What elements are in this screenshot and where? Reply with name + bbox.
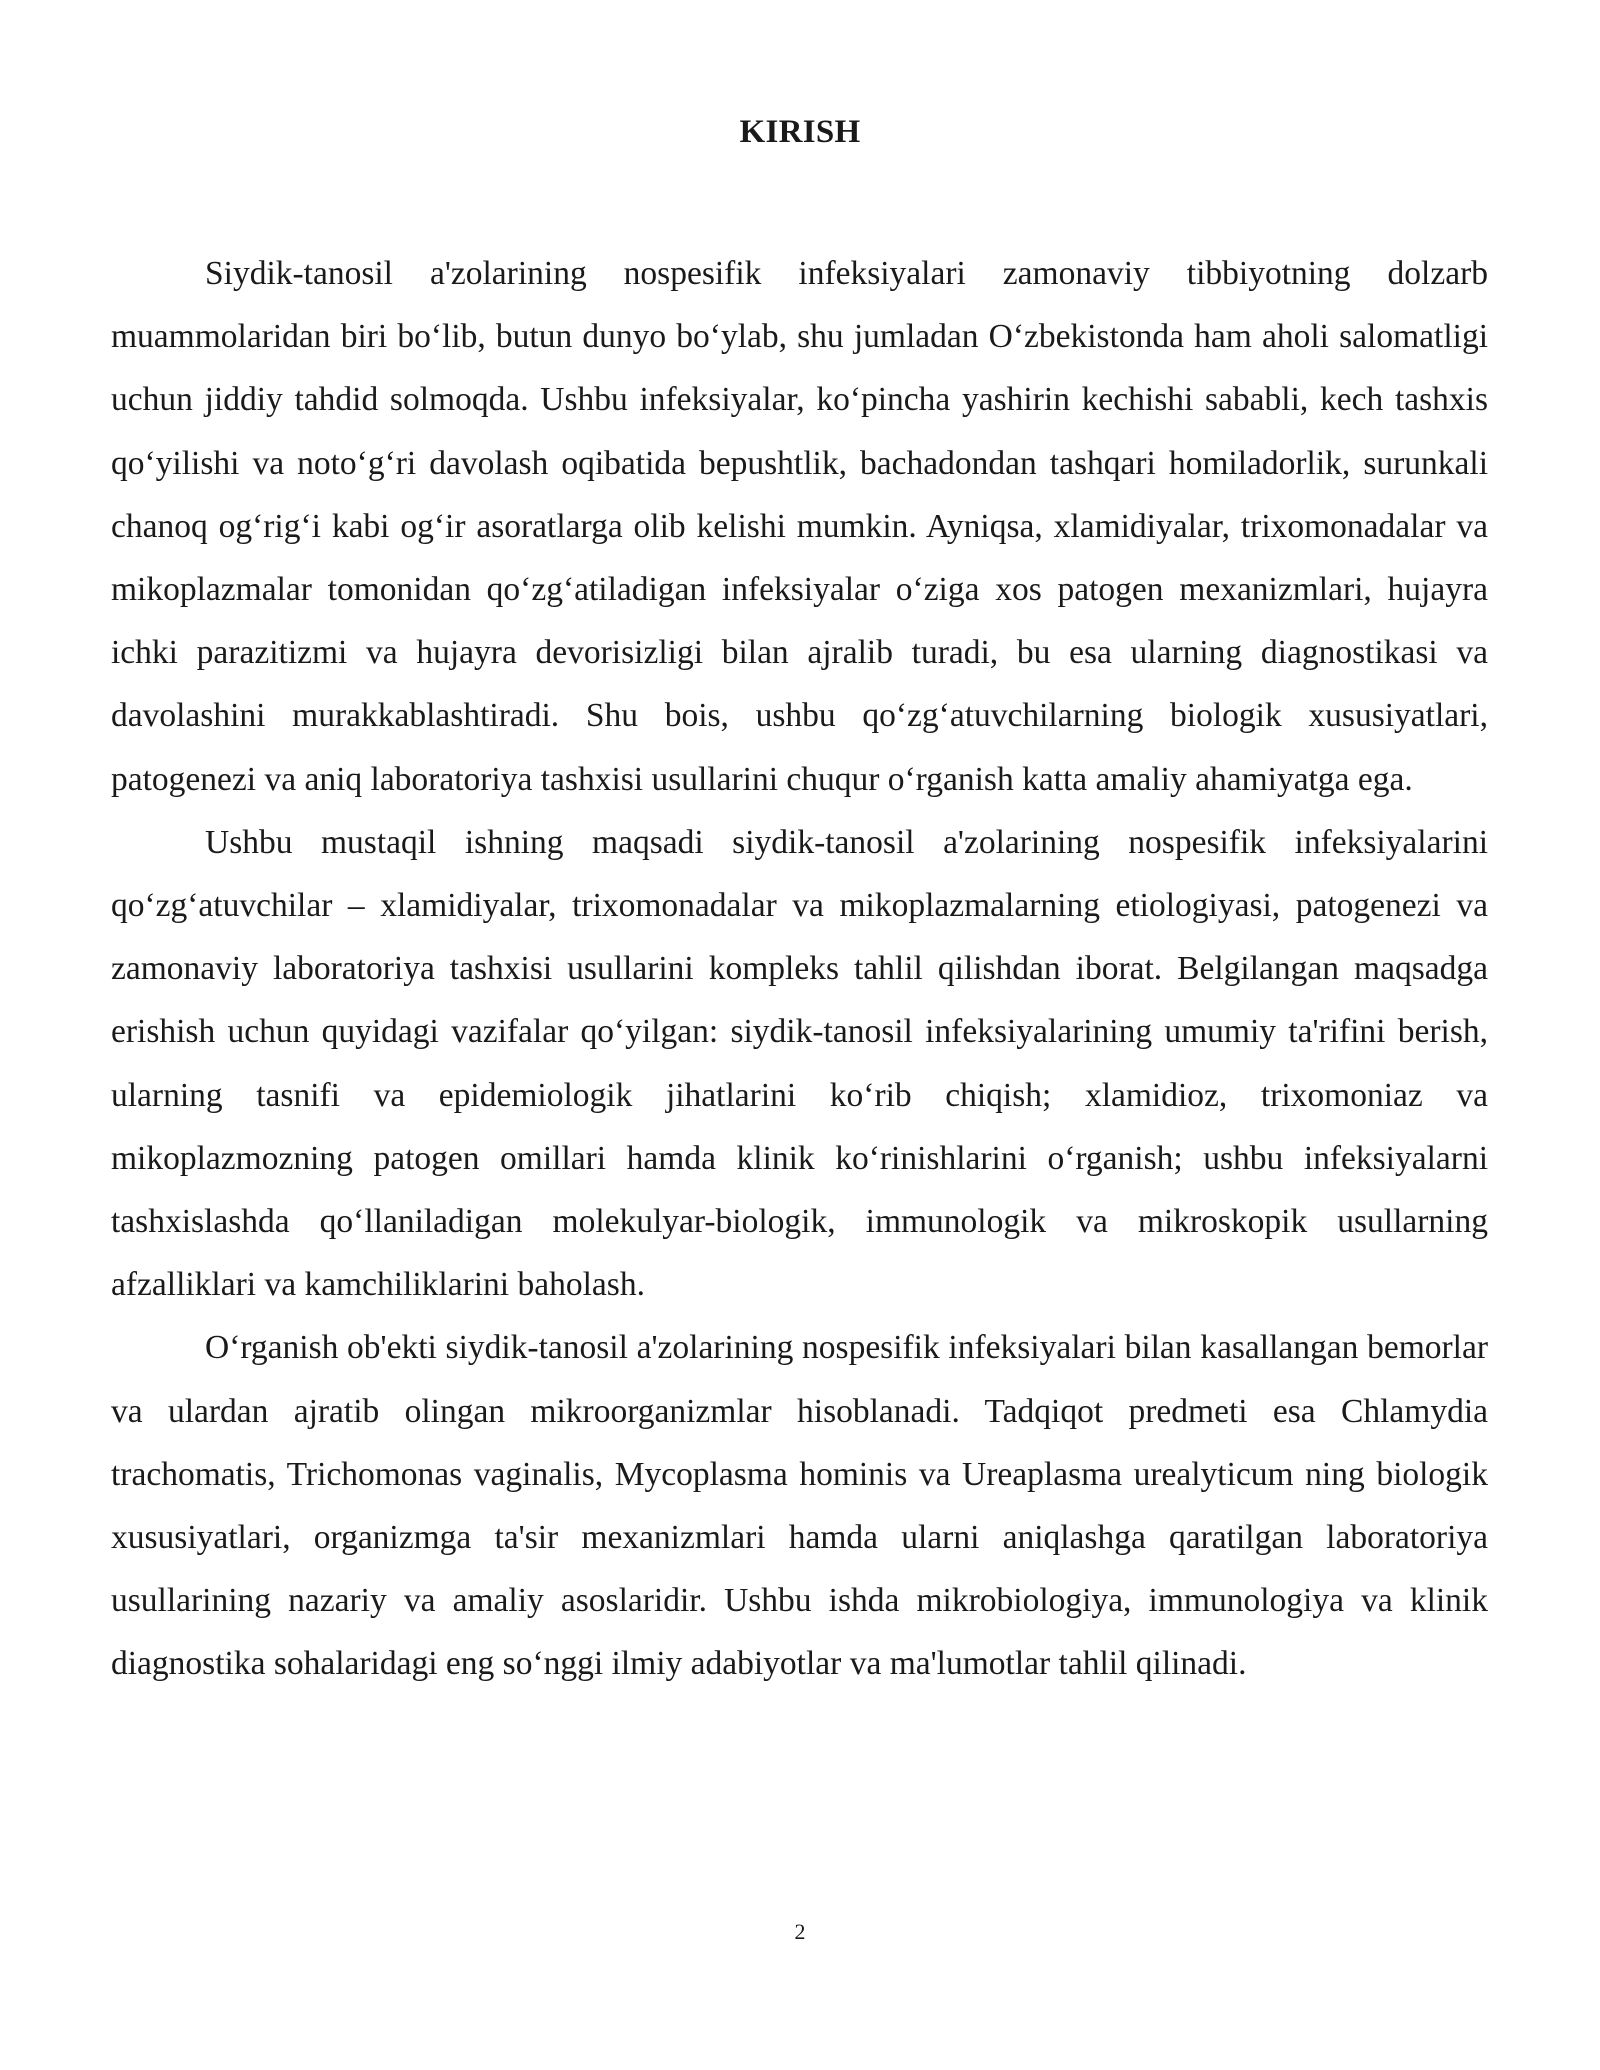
- paragraph-introduction: Siydik-tanosil a'zolarining nospesifik infeksiyalari zamonaviy tibbiyotning dolzarb muammolaridan biri bo‘lib, butun dunyo bo‘ylab, shu jumladan O‘zbekistonda ham aholi salomatligi uchun jiddiy tahdid solmoqda. Ushbu infeksiyalar, ko‘pincha yashirin kechishi sababli, kech tashxis qo‘yilishi va noto‘g‘ri davolash oqibatida bepushtlik, bachadondan tashqari homiladorlik, surunkali chanoq og‘rig‘i kabi og‘ir asoratlarga olib kelishi mumkin. Ayniqsa, xlamidiyalar, trixomonadalar va mikoplazmalar tomonidan qo‘zg‘atiladigan infeksiyalar o‘ziga xos patogen mexanizmlari, hujayra ichki parazitizmi va hujayra devorisizligi bilan ajralib turadi, bu esa ularning diagnostikasi va davolashini murakkablashtiradi. Shu bois, ushbu qo‘zg‘atuvchilarning biologik xususiyatlari, patogenezi va aniq laboratoriya tashxisi usullarini chuqur o‘rganish katta amaliy ahamiyatga ega.: [111, 255, 1488, 798]
- page-title: KIRISH: [739, 114, 861, 150]
- body-text: [111, 242, 1488, 1696]
- page-number: 2: [794, 1919, 806, 1944]
- paragraph-aim: Ushbu mustaqil ishning maqsadi siydik-tanosil a'zolarining nospesifik infeksiyalarini qo‘zg‘atuvchilar – xlamidiyalar, trixomonadalar va mikoplazmalarning etiologiyasi, patogenezi va zamonaviy laboratoriya tashxisi usullarini kompleks tahlil qilishdan iborat. Belgilangan maqsadga erishish uchun quyidagi vazifalar qo‘yilgan: siydik-tanosil infeksiyalarining umumiy ta'rifini berish, ularning tasnifi va epidemiologik jihatlarini ko‘rib chiqish; xlamidioz, trixomoniaz va mikoplazmozning patogen omillari hamda klinik ko‘rinishlarini o‘rganish; ushbu infeksiyalarni tashxislashda qo‘llaniladigan molekulyar-biologik, immunologik va mikroskopik usullarning afzalliklari va kamchiliklarini baholash.: [111, 823, 1488, 1304]
- paragraph-object: O‘rganish ob'ekti siydik-tanosil a'zolarining nospesifik infeksiyalari bilan kasallangan bemorlar va ulardan ajratib olingan mikroorganizmlar hisoblanadi. Tadqiqot predmeti esa Chlamydia trachomatis, Trichomonas vaginalis, Mycoplasma hominis va Ureaplasma urealyticum ning biologik xususiyatlari, organizmga ta'sir mexanizmlari hamda ularni aniqlashga qaratilgan laboratoriya usullarining nazariy va amaliy asoslaridir. Ushbu ishda mikrobiologiya, immunologiya va klinik diagnostika sohalaridagi eng so‘nggi ilmiy adabiyotlar va ma'lumotlar tahlil qilinadi.: [111, 1329, 1488, 1683]
